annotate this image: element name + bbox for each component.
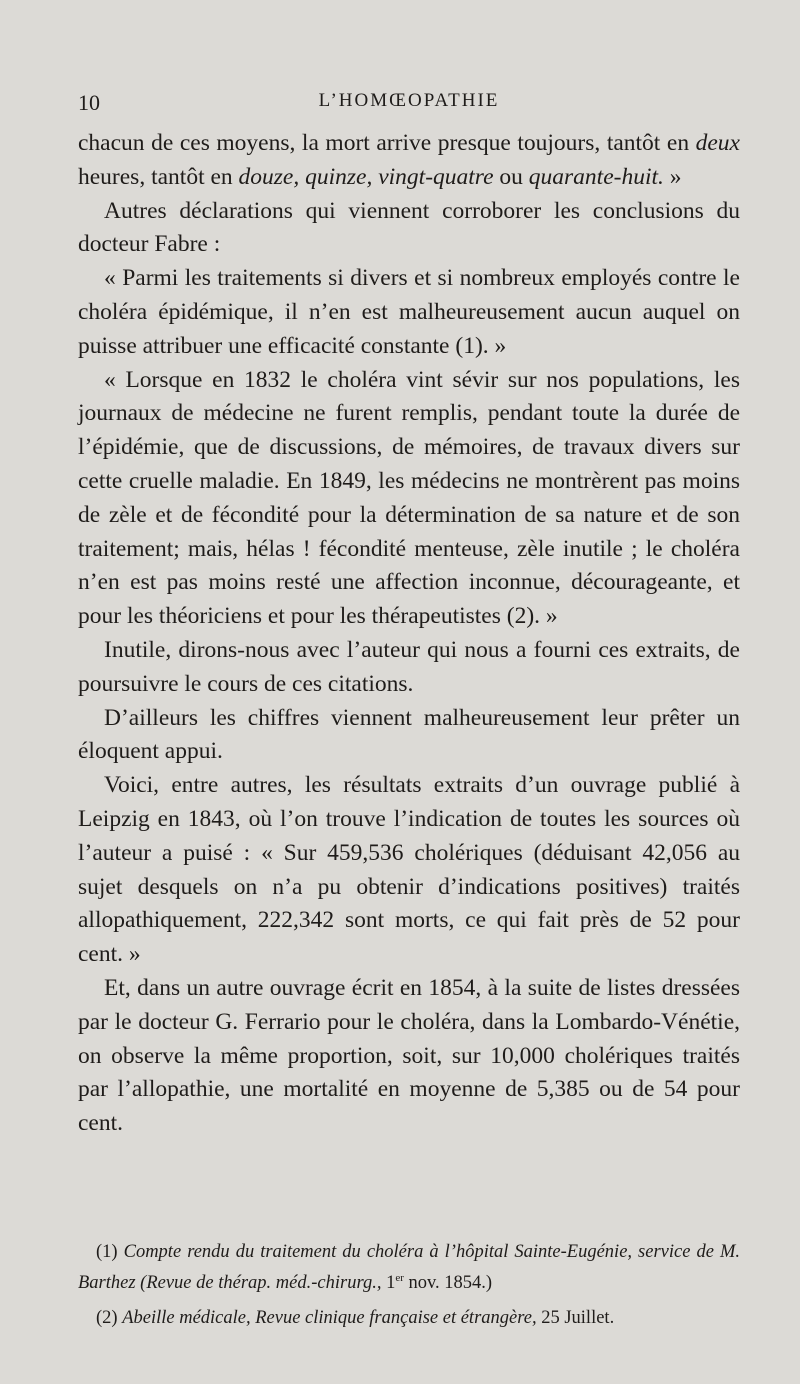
body-text: [78, 127, 740, 1141]
italic-run: quarante-huit.: [528, 163, 664, 190]
paragraph: Inutile, dirons-nous avec l’auteur qui nous a fourni ces extraits, de poursuivre le cours de ces citations.: [78, 636, 740, 697]
text-run: 25 Juillet.: [536, 1308, 615, 1328]
footnote-2: [78, 1303, 740, 1334]
text-run: nov. 1854.): [403, 1273, 493, 1293]
paragraph: Et, dans un autre ouvrage écrit en 1854, à la suite de listes dressées par le docteur G. Ferrario pour le choléra, dans la Lombardo-Vénétie, on observe la même proportion, soit, sur 10,000 cholériques traités par l’allopathie, une mortalité en moyenne de 5,385 ou de 54 pour cent.: [78, 974, 740, 1137]
footnote-1: [78, 1237, 740, 1299]
text-run: ou: [493, 163, 529, 190]
text-run: heures, tantôt en: [78, 163, 239, 190]
italic-run: deux: [695, 130, 740, 156]
paragraph: Autres déclarations qui viennent corroborer les conclusions du docteur Fabre :: [78, 197, 740, 258]
footnotes: [78, 1237, 740, 1338]
page-number: 10: [78, 90, 100, 115]
superscript: er: [395, 1271, 404, 1284]
italic-run: Compte rendu du traitement du choléra à l’hôpital Sainte-Eugénie, service de M. Barthez (Revue de thérap. méd.-chirurg.,: [78, 1242, 740, 1293]
quote-paragraph: « Parmi les traitements si divers et si nombreux employés contre le choléra épidémique, il n’en est malheureusement aucun auquel on puisse attribuer une efficacité constante (1). »: [78, 265, 740, 359]
page-header: [78, 90, 740, 120]
footnote-number: (1): [96, 1242, 124, 1262]
paragraph: Voici, entre autres, les résultats extraits d’un ouvrage publié à Leipzig en 1843, où l’on trouve l’indication de toutes les sources où l’auteur a puisé : « Sur 459,536 cholériques (déduisant 42,056 au sujet desquels on n’a pu obtenir d’indications positives) traités allopathiquement, 222,342 sont morts, ce qui fait près de 52 pour cent. »: [78, 772, 740, 968]
italic-run: Abeille médicale, Revue clinique française et étrangère,: [122, 1308, 537, 1328]
running-title: L’HOMŒOPATHIE: [318, 90, 500, 111]
paragraph-continued: [78, 127, 740, 195]
paragraph: D’ailleurs les chiffres viennent malheureusement leur prêter un éloquent appui.: [78, 704, 740, 765]
text-run: chacun de ces moyens, la mort arrive presque toujours, tantôt en: [78, 130, 696, 156]
footnote-number: (2): [96, 1308, 123, 1328]
italic-run: douze, quinze, vingt-quatre: [238, 163, 494, 190]
text-run: 1: [381, 1273, 396, 1293]
text-run: »: [663, 163, 682, 190]
quote-paragraph: « Lorsque en 1832 le choléra vint sévir sur nos populations, les journaux de médecine ne furent remplis, pendant toute la durée de l’épidémie, que de discussions, de mémoires, de travaux divers sur cette cruelle maladie. En 1849, les médecins ne montrèrent pas moins de zèle et de fécondité pour la détermination de sa nature et de son traitement; mais, hélas ! fécondité menteuse, zèle inutile ; le choléra n’en est pas moins resté une affection inconnue, décourageante, et pour les théoriciens et pour les thérapeutistes (2). »: [78, 366, 740, 630]
